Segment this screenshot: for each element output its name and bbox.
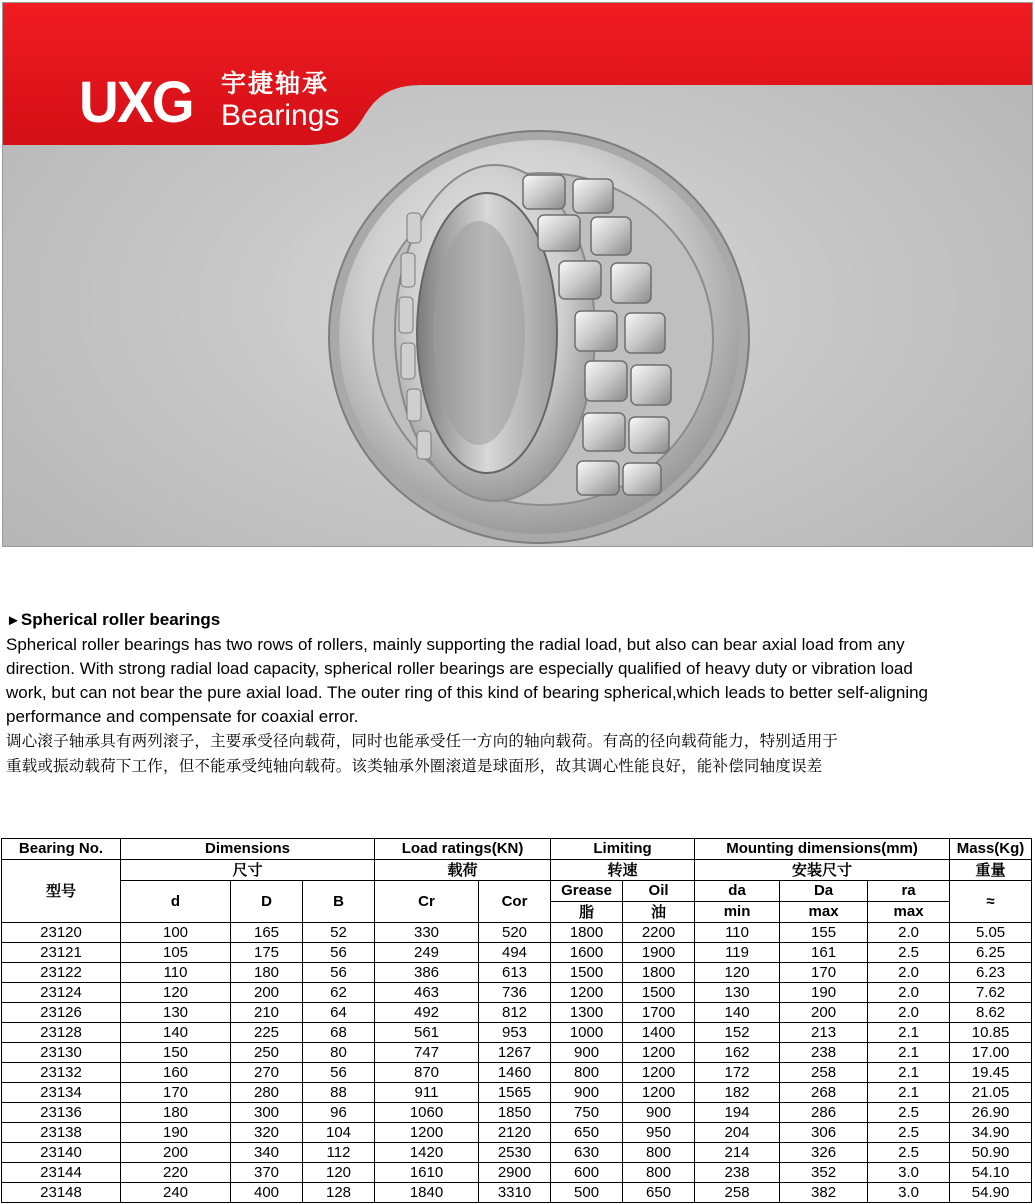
col-limiting: Limiting — [551, 839, 695, 860]
cell: 258 — [780, 1063, 868, 1083]
cell: 286 — [780, 1103, 868, 1123]
cell: 2.0 — [868, 963, 950, 983]
col-da-min: min — [695, 902, 780, 923]
cell: 54.90 — [950, 1183, 1032, 1203]
cell: 1800 — [623, 963, 695, 983]
cell: 23124 — [2, 983, 121, 1003]
col-mounting: Mounting dimensions(mm) — [695, 839, 950, 860]
cell: 23144 — [2, 1163, 121, 1183]
triangle-bullet-icon: ► — [6, 612, 21, 629]
col-Cor: Cor — [479, 881, 551, 923]
cell: 128 — [303, 1183, 375, 1203]
cell: 130 — [121, 1003, 231, 1023]
col-grease-cn: 脂 — [551, 902, 623, 923]
cell: 1600 — [551, 943, 623, 963]
cell: 23134 — [2, 1083, 121, 1103]
cell: 2.0 — [868, 983, 950, 1003]
cell: 62 — [303, 983, 375, 1003]
col-D: D — [231, 881, 303, 923]
cell: 1200 — [375, 1123, 479, 1143]
table-row — [2, 1123, 1032, 1143]
col-dimensions: Dimensions — [121, 839, 375, 860]
cell: 561 — [375, 1023, 479, 1043]
cell: 23138 — [2, 1123, 121, 1143]
col-mounting-cn: 安装尺寸 — [695, 860, 950, 881]
section-heading-text: Spherical roller bearings — [20, 610, 221, 629]
cell: 220 — [121, 1163, 231, 1183]
cell: 2.5 — [868, 1123, 950, 1143]
cell: 870 — [375, 1063, 479, 1083]
cell: 155 — [780, 923, 868, 943]
cell: 100 — [121, 923, 231, 943]
cell: 7.62 — [950, 983, 1032, 1003]
header-row-2 — [2, 860, 1032, 881]
cell: 250 — [231, 1043, 303, 1063]
cell: 225 — [231, 1023, 303, 1043]
table-row — [2, 963, 1032, 983]
cell: 213 — [780, 1023, 868, 1043]
col-Da-max-label: max — [780, 902, 868, 923]
cell: 650 — [551, 1123, 623, 1143]
cell: 23140 — [2, 1143, 121, 1163]
cell: 306 — [780, 1123, 868, 1143]
logo-wordmark: UXG — [79, 70, 193, 135]
col-mass: Mass(Kg) — [950, 839, 1032, 860]
cell: 110 — [121, 963, 231, 983]
cell: 204 — [695, 1123, 780, 1143]
cell: 112 — [303, 1143, 375, 1163]
col-mass-cn: 重量 — [950, 860, 1032, 881]
cell: 1420 — [375, 1143, 479, 1163]
cell: 21.05 — [950, 1083, 1032, 1103]
cell: 1200 — [623, 1043, 695, 1063]
cell: 52 — [303, 923, 375, 943]
cell: 950 — [623, 1123, 695, 1143]
cell: 200 — [121, 1143, 231, 1163]
cell: 238 — [780, 1043, 868, 1063]
cell: 630 — [551, 1143, 623, 1163]
cell: 340 — [231, 1143, 303, 1163]
cell: 2530 — [479, 1143, 551, 1163]
cell: 194 — [695, 1103, 780, 1123]
cell: 3.0 — [868, 1163, 950, 1183]
cell: 34.90 — [950, 1123, 1032, 1143]
cell: 23132 — [2, 1063, 121, 1083]
cell: 2.1 — [868, 1083, 950, 1103]
cell: 500 — [551, 1183, 623, 1203]
cell: 2.1 — [868, 1043, 950, 1063]
cell: 1400 — [623, 1023, 695, 1043]
cell: 1700 — [623, 1003, 695, 1023]
cell: 19.45 — [950, 1063, 1032, 1083]
cell: 140 — [121, 1023, 231, 1043]
cell: 120 — [303, 1163, 375, 1183]
table-row — [2, 1063, 1032, 1083]
col-load-cn: 载荷 — [375, 860, 551, 881]
description-cn-line: 重载或振动载荷下工作，但不能承受纯轴向载荷。该类轴承外圈滚道是球面形，故其调心性能良好，能补偿同轴度误差 — [6, 757, 823, 775]
cell: 2.5 — [868, 1143, 950, 1163]
cell: 2900 — [479, 1163, 551, 1183]
col-ra: ra — [868, 881, 950, 902]
cell: 3310 — [479, 1183, 551, 1203]
cell: 200 — [780, 1003, 868, 1023]
product-banner — [2, 2, 1033, 547]
cell: 2.0 — [868, 1003, 950, 1023]
cell: 150 — [121, 1043, 231, 1063]
cell: 300 — [231, 1103, 303, 1123]
cell: 520 — [479, 923, 551, 943]
col-approx: ≈ — [950, 881, 1032, 923]
col-Cr: Cr — [375, 881, 479, 923]
description-en-line: work, but can not bear the pure axial load. The outer ring of this kind of bearing spherical,which leads to better self-aligning — [6, 683, 929, 702]
col-model-cn: 型号 — [2, 860, 121, 923]
table-row — [2, 1043, 1032, 1063]
cell: 2.5 — [868, 943, 950, 963]
cell: 110 — [695, 923, 780, 943]
cell: 105 — [121, 943, 231, 963]
cell: 1840 — [375, 1183, 479, 1203]
description-en-line: performance and compensate for coaxial error. — [6, 707, 359, 726]
cell: 6.25 — [950, 943, 1032, 963]
cell: 120 — [695, 963, 780, 983]
cell: 911 — [375, 1083, 479, 1103]
brand-logo — [73, 65, 373, 143]
col-bearing-no: Bearing No. — [2, 839, 121, 860]
cell: 120 — [121, 983, 231, 1003]
cell: 400 — [231, 1183, 303, 1203]
cell: 23120 — [2, 923, 121, 943]
cell: 210 — [231, 1003, 303, 1023]
cell: 17.00 — [950, 1043, 1032, 1063]
cell: 160 — [121, 1063, 231, 1083]
cell: 812 — [479, 1003, 551, 1023]
cell: 800 — [551, 1063, 623, 1083]
cell: 249 — [375, 943, 479, 963]
cell: 162 — [695, 1043, 780, 1063]
cell: 800 — [623, 1163, 695, 1183]
cell: 50.90 — [950, 1143, 1032, 1163]
cell: 1000 — [551, 1023, 623, 1043]
cell: 1900 — [623, 943, 695, 963]
cell: 2.1 — [868, 1063, 950, 1083]
table-row — [2, 923, 1032, 943]
cell: 280 — [231, 1083, 303, 1103]
cell: 494 — [479, 943, 551, 963]
cell: 326 — [780, 1143, 868, 1163]
cell: 1200 — [623, 1083, 695, 1103]
col-da: da — [695, 881, 780, 902]
cell: 8.62 — [950, 1003, 1032, 1023]
table-row — [2, 1103, 1032, 1123]
logo-subtitle: Bearings — [221, 99, 340, 132]
cell: 1500 — [623, 983, 695, 1003]
cell: 238 — [695, 1163, 780, 1183]
section-heading — [6, 608, 1030, 633]
cell: 68 — [303, 1023, 375, 1043]
cell: 190 — [121, 1123, 231, 1143]
col-dimensions-cn: 尺寸 — [121, 860, 375, 881]
logo-chinese-name: 宇捷轴承 — [221, 69, 330, 98]
cell: 492 — [375, 1003, 479, 1023]
header-row-1 — [2, 839, 1032, 860]
cell: 370 — [231, 1163, 303, 1183]
cell: 56 — [303, 1063, 375, 1083]
cell: 352 — [780, 1163, 868, 1183]
cell: 172 — [695, 1063, 780, 1083]
cell: 2.1 — [868, 1023, 950, 1043]
cell: 2200 — [623, 923, 695, 943]
cell: 1565 — [479, 1083, 551, 1103]
cell: 3.0 — [868, 1183, 950, 1203]
cell: 386 — [375, 963, 479, 983]
col-oil: Oil — [623, 881, 695, 902]
table-row — [2, 1183, 1032, 1203]
cell: 1610 — [375, 1163, 479, 1183]
cell: 96 — [303, 1103, 375, 1123]
col-grease: Grease — [551, 881, 623, 902]
cell: 1267 — [479, 1043, 551, 1063]
cell: 64 — [303, 1003, 375, 1023]
cell: 214 — [695, 1143, 780, 1163]
description-en-line: direction. With strong radial load capacity, spherical roller bearings are especially qualified of heavy duty or vibration load — [6, 659, 913, 678]
cell: 750 — [551, 1103, 623, 1123]
cell: 23126 — [2, 1003, 121, 1023]
cell: 240 — [121, 1183, 231, 1203]
col-ra-max: max — [868, 902, 950, 923]
cell: 2.0 — [868, 923, 950, 943]
cell: 180 — [121, 1103, 231, 1123]
cell: 736 — [479, 983, 551, 1003]
cell: 1800 — [551, 923, 623, 943]
col-load-ratings: Load ratings(KN) — [375, 839, 551, 860]
col-limiting-cn: 转速 — [551, 860, 695, 881]
cell: 1500 — [551, 963, 623, 983]
cell: 650 — [623, 1183, 695, 1203]
description-cn-line: 调心滚子轴承具有两列滚子，主要承受径向载荷，同时也能承受任一方向的轴向载荷。有高的径向载荷能力，特别适用于 — [6, 732, 839, 750]
cell: 23122 — [2, 963, 121, 983]
product-description — [6, 608, 1030, 779]
cell: 2120 — [479, 1123, 551, 1143]
col-B: B — [303, 881, 375, 923]
cell: 747 — [375, 1043, 479, 1063]
cell: 175 — [231, 943, 303, 963]
cell: 2.5 — [868, 1103, 950, 1123]
cell: 613 — [479, 963, 551, 983]
header-row-3 — [2, 881, 1032, 902]
cell: 1060 — [375, 1103, 479, 1123]
cell: 1300 — [551, 1003, 623, 1023]
cell: 88 — [303, 1083, 375, 1103]
cell: 953 — [479, 1023, 551, 1043]
cell: 270 — [231, 1063, 303, 1083]
cell: 200 — [231, 983, 303, 1003]
cell: 23130 — [2, 1043, 121, 1063]
cell: 463 — [375, 983, 479, 1003]
table-row — [2, 1003, 1032, 1023]
table-row — [2, 983, 1032, 1003]
cell: 56 — [303, 943, 375, 963]
cell: 182 — [695, 1083, 780, 1103]
cell: 258 — [695, 1183, 780, 1203]
cell: 165 — [231, 923, 303, 943]
cell: 26.90 — [950, 1103, 1032, 1123]
cell: 170 — [780, 963, 868, 983]
cell: 170 — [121, 1083, 231, 1103]
col-Da-max: Da — [780, 881, 868, 902]
cell: 1850 — [479, 1103, 551, 1123]
bearing-spec-table — [1, 838, 1032, 1203]
table-row — [2, 1023, 1032, 1043]
cell: 1200 — [551, 983, 623, 1003]
table-row — [2, 1163, 1032, 1183]
cell: 5.05 — [950, 923, 1032, 943]
cell: 800 — [623, 1143, 695, 1163]
cell: 23121 — [2, 943, 121, 963]
cell: 600 — [551, 1163, 623, 1183]
cell: 1460 — [479, 1063, 551, 1083]
cell: 80 — [303, 1043, 375, 1063]
cell: 190 — [780, 983, 868, 1003]
cell: 382 — [780, 1183, 868, 1203]
cell: 23148 — [2, 1183, 121, 1203]
cell: 1200 — [623, 1063, 695, 1083]
cell: 23128 — [2, 1023, 121, 1043]
cell: 56 — [303, 963, 375, 983]
cell: 130 — [695, 983, 780, 1003]
cell: 330 — [375, 923, 479, 943]
cell: 10.85 — [950, 1023, 1032, 1043]
cell: 320 — [231, 1123, 303, 1143]
col-oil-cn: 油 — [623, 902, 695, 923]
cell: 900 — [551, 1043, 623, 1063]
table-row — [2, 943, 1032, 963]
cell: 23136 — [2, 1103, 121, 1123]
cell: 152 — [695, 1023, 780, 1043]
cell: 900 — [623, 1103, 695, 1123]
cell: 6.23 — [950, 963, 1032, 983]
cell: 161 — [780, 943, 868, 963]
cell: 900 — [551, 1083, 623, 1103]
col-d: d — [121, 881, 231, 923]
table-row — [2, 1083, 1032, 1103]
cell: 104 — [303, 1123, 375, 1143]
table-row — [2, 1143, 1032, 1163]
cell: 140 — [695, 1003, 780, 1023]
cell: 268 — [780, 1083, 868, 1103]
cell: 54.10 — [950, 1163, 1032, 1183]
cell: 119 — [695, 943, 780, 963]
description-en-line: Spherical roller bearings has two rows of rollers, mainly supporting the radial load, but also can bear axial load from any — [6, 635, 905, 654]
cell: 180 — [231, 963, 303, 983]
